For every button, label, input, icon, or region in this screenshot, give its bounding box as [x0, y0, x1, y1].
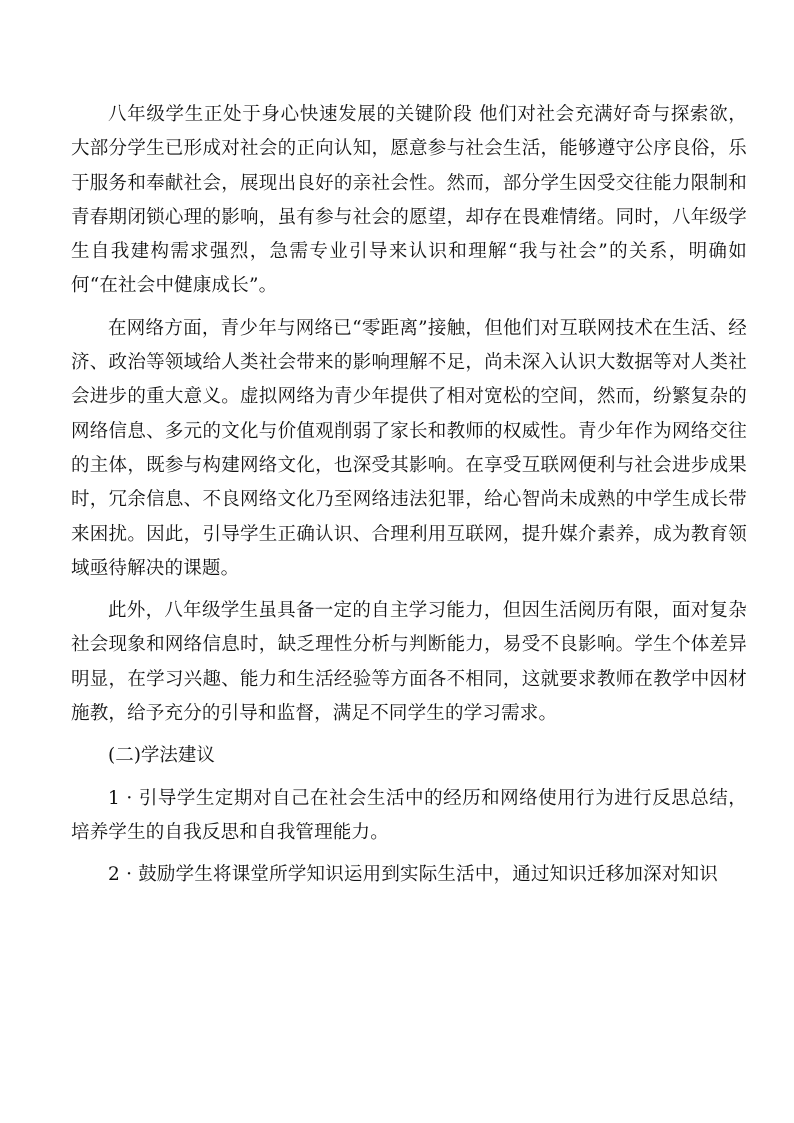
- list-item-separator: ·: [119, 787, 139, 809]
- list-item-number: 1: [108, 787, 120, 809]
- paragraph-internet-influence: 在网络方面，青少年与网络已“零距离”接触，但他们对互联网技术在生活、经济、政治等领域给人类社会带来的影响理解不足，尚未深入认识大数据等对人类社会进步的重大意义。虚拟网络为青少年提供了相对宽松的空间，然而，纷繁复杂的网络信息、多元的文化与价值观削弱了家长和教师的权威性。青少年作为网络交往的主体，既参与构建网络文化，也深受其影响。在享受互联网便利与社会进步成果时，冗余信息、不良网络文化乃至网络违法犯罪，给心智尚未成熟的中学生成长带来困扰。因此，引导学生正确认识、合理利用互联网，提升媒介素养，成为教育领域亟待解决的课题。: [71, 317, 747, 579]
- list-item-number: 2: [108, 864, 120, 886]
- list-item-reflection: [71, 782, 747, 851]
- section-heading-study-method-suggestions: (二)学法建议: [108, 745, 215, 767]
- list-item-text: 鼓励学生将课堂所学知识运用到实际生活中，通过知识迁移加深对知识: [138, 864, 718, 886]
- document-body: [71, 98, 747, 901]
- list-item-knowledge-transfer: [71, 858, 747, 892]
- list-item-text: 引导学生定期对自己在社会生活中的经历和网络使用行为进行反思总结，培养学生的自我反思和自我管理能力。: [71, 787, 747, 843]
- list-item-separator: ·: [119, 864, 139, 886]
- paragraph-learning-ability: 此外，八年级学生虽具备一定的自主学习能力，但因生活阅历有限，面对复杂社会现象和网络信息时，缺乏理性分析与判断能力，易受不良影响。学生个体差异明显，在学习兴趣、能力和生活经验等方面各不相同，这就要求教师在教学中因材施教，给予充分的引导和监督，满足不同学生的学习需求。: [71, 600, 747, 725]
- paragraph-student-characteristics: 八年级学生正处于身心快速发展的关键阶段 他们对社会充满好奇与探索欲，大部分学生已形成对社会的正向认知，愿意参与社会生活，能够遵守公序良俗，乐于服务和奉献社会，展现出良好的亲社会性。然而，部分学生因受交往能力限制和青春期闭锁心理的影响，虽有参与社会的愿望，却存在畏难情绪。同时，八年级学生自我建构需求强烈，急需专业引导来认识和理解“我与社会”的关系，明确如何“在社会中健康成长”。: [71, 104, 747, 297]
